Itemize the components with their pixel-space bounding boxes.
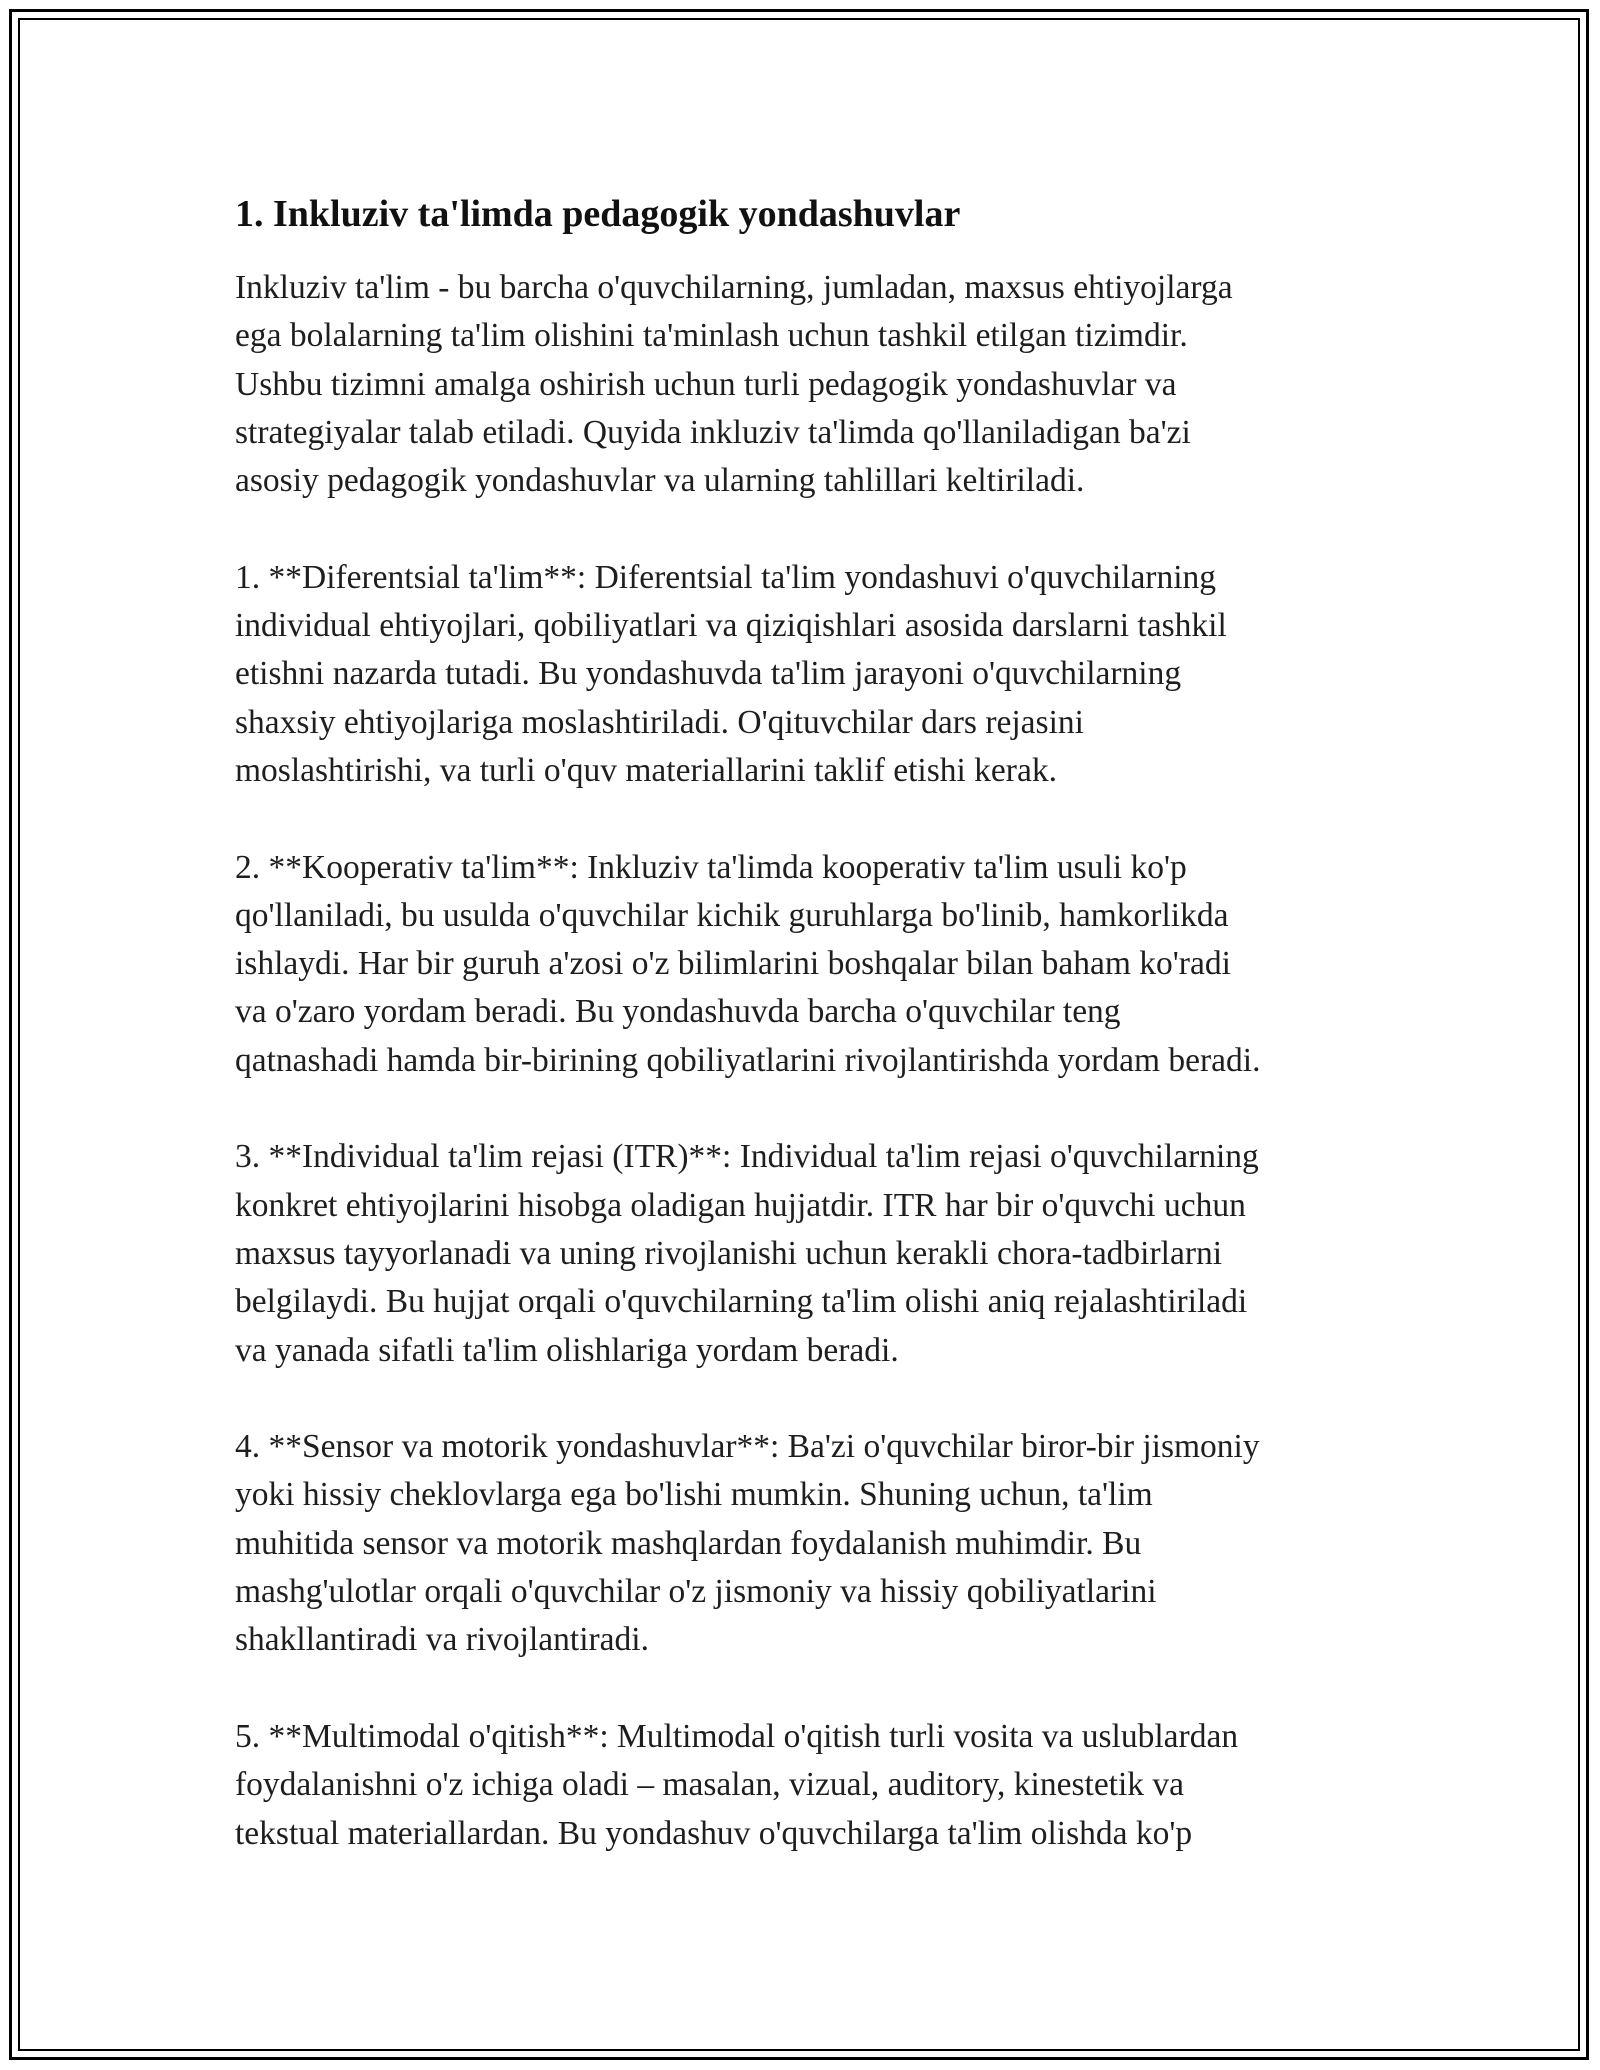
section-sensory-motor: [235, 1423, 1405, 1664]
section-individual-plan: [235, 1133, 1405, 1374]
text-line: 4. **Sensor va motorik yondashuvlar**: Ba'zi o'quvchilar biror-bir jismoniy: [235, 1428, 1260, 1466]
text-line: yoki hissiy cheklovlarga ega bo'lishi mumkin. Shuning uchun, ta'lim: [235, 1476, 1153, 1514]
section-differential-learning: [235, 554, 1405, 795]
text-line: asosiy pedagogik yondashuvlar va ularning tahlillari keltiriladi.: [235, 462, 1085, 500]
text-line: 1. **Diferentsial ta'lim**: Diferentsial ta'lim yondashuvi o'quvchilarning: [235, 558, 1217, 596]
text-line: maxsus tayyorlanadi va uning rivojlanishi uchun kerakli chora-tadbirlarni: [235, 1234, 1223, 1272]
text-line: konkret ehtiyojlarini hisobga oladigan hujjatdir. ITR har bir o'quvchi uchun: [235, 1186, 1246, 1224]
text-line: va o'zaro yordam beradi. Bu yondashuvda barcha o'quvchilar teng: [235, 993, 1121, 1031]
text-line: 5. **Multimodal o'qitish**: Multimodal o'qitish turli vosita va uslublardan: [235, 1717, 1239, 1755]
text-line: qo'llaniladi, bu usulda o'quvchilar kichik guruhlarga bo'linib, hamkorlikda: [235, 896, 1229, 934]
text-line: moslashtirishi, va turli o'quv materiallarini taklif etishi kerak.: [235, 751, 1057, 789]
section-multimodal-teaching: [235, 1713, 1405, 1858]
text-line: Inkluziv ta'lim - bu barcha o'quvchilarning, jumladan, maxsus ehtiyojlarga: [235, 269, 1233, 306]
text-line: qatnashadi hamda bir-birining qobiliyatlarini rivojlantirishda yordam beradi.: [235, 1041, 1261, 1079]
text-line: ishlaydi. Har bir guruh a'zosi o'z bilimlarini boshqalar bilan baham ko'radi: [235, 945, 1231, 983]
document-body: [235, 190, 1405, 1906]
text-line: foydalanishni o'z ichiga oladi – masalan, vizual, auditory, kinestetik va: [235, 1766, 1185, 1804]
text-line: strategiyalar talab etiladi. Quyida inkluziv ta'limda qo'llaniladigan ba'zi: [235, 413, 1191, 451]
text-line: etishni nazarda tutadi. Bu yondashuvda ta'lim jarayoni o'quvchilarning: [235, 655, 1182, 693]
text-line: belgilaydi. Bu hujjat orqali o'quvchilarning ta'lim olishi aniq rejalashtiriladi: [235, 1283, 1248, 1321]
text-line: ega bolalarning ta'lim olishini ta'minlash uchun tashkil etilgan tizimdir.: [235, 317, 1188, 355]
intro-paragraph: [235, 264, 1405, 505]
text-line: muhitida sensor va motorik mashqlardan foydalanish muhimdir. Bu: [235, 1524, 1142, 1562]
text-line: mashg'ulotlar orqali o'quvchilar o'z jismoniy va hissiy qobiliyatlarini: [235, 1573, 1157, 1611]
document-title: 1. Inkluziv ta'limda pedagogik yondashuvlar: [235, 193, 961, 235]
text-line: shaxsiy ehtiyojlariga moslashtiriladi. O'qituvchilar dars rejasini: [235, 703, 1084, 741]
text-line: 3. **Individual ta'lim rejasi (ITR)**: Individual ta'lim rejasi o'quvchilarning: [235, 1138, 1259, 1176]
text-line: tekstual materiallardan. Bu yondashuv o'quvchilarga ta'lim olishda ko'p: [235, 1814, 1193, 1852]
text-line: Ushbu tizimni amalga oshirish uchun turli pedagogik yondashuvlar va: [235, 365, 1177, 403]
text-line: individual ehtiyojlari, qobiliyatlari va qiziqishlari asosida darslarni tashkil: [235, 607, 1227, 645]
text-line: va yanada sifatli ta'lim olishlariga yordam beradi.: [235, 1331, 899, 1369]
text-line: shakllantiradi va rivojlantiradi.: [235, 1621, 649, 1659]
section-cooperative-learning: [235, 844, 1405, 1085]
text-line: 2. **Kooperativ ta'lim**: Inkluziv ta'limda kooperativ ta'lim usuli ko'p: [235, 848, 1187, 886]
